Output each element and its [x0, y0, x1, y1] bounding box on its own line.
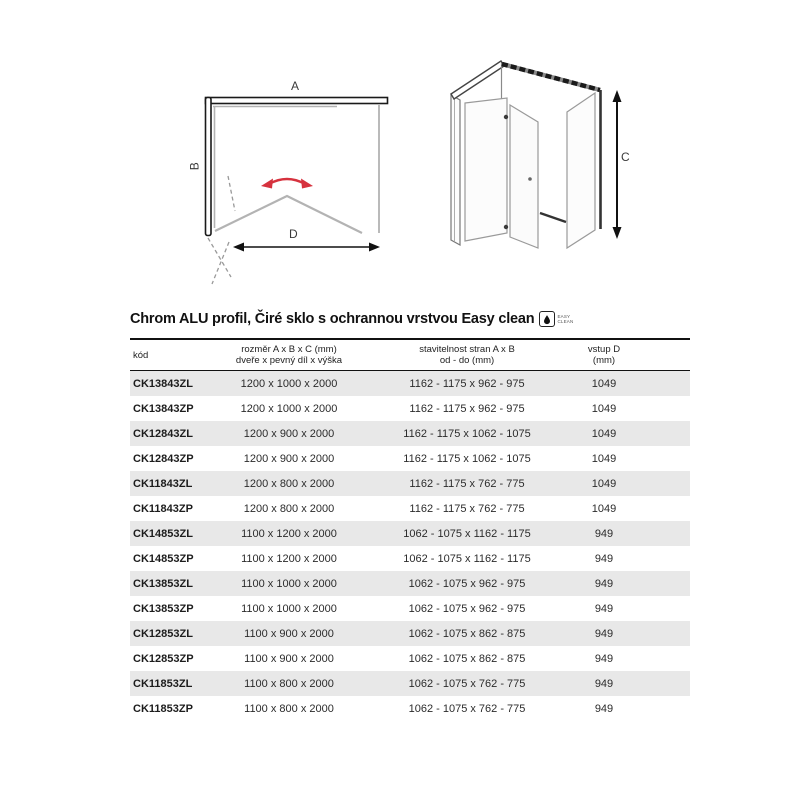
- dim-c-arrowhead-bottom: [613, 227, 622, 239]
- hinge-top: [504, 115, 508, 119]
- column-header: stavitelnost stran A x B od - do (mm): [368, 339, 566, 371]
- table-row: [130, 396, 690, 421]
- product-code: CK12853ZP: [133, 652, 194, 665]
- spec-value: 1162 - 1175 x 1062 - 1075: [403, 452, 531, 465]
- product-code: CK13843ZP: [133, 402, 194, 415]
- dim-arrowhead-right: [369, 243, 380, 252]
- spec-value: 1062 - 1075 x 1162 - 1175: [403, 552, 531, 565]
- spec-value: 1062 - 1075 x 862 - 875: [408, 627, 526, 640]
- spec-value: 1162 - 1175 x 762 - 775: [409, 477, 525, 490]
- table-row: [130, 521, 690, 546]
- product-code: CK12843ZL: [133, 427, 193, 440]
- spec-value: 949: [594, 527, 614, 540]
- table-row: [130, 421, 690, 446]
- table-row: [130, 446, 690, 471]
- spec-value: 1062 - 1075 x 962 - 975: [408, 577, 526, 590]
- side-panel: [451, 95, 460, 245]
- easy-clean-badge-text: EASY CLEAN: [557, 314, 574, 324]
- fixed-glass-panel: [465, 98, 507, 241]
- spec-value: 1200 x 800 x 2000: [243, 477, 335, 490]
- spec-value: 1162 - 1175 x 962 - 975: [409, 377, 525, 390]
- spec-value: 1062 - 1075 x 862 - 875: [408, 652, 526, 665]
- swing-direction-arrow: [269, 179, 305, 184]
- table-row: [130, 696, 690, 721]
- easy-clean-badge: [539, 311, 573, 327]
- product-code: CK11843ZL: [133, 477, 193, 490]
- isometric-view-diagram: [440, 50, 640, 260]
- door-swing-dashed: [228, 176, 235, 211]
- table-row: [130, 571, 690, 596]
- spec-value: 1200 x 1000 x 2000: [240, 402, 338, 415]
- table-row: [130, 671, 690, 696]
- spec-value: 1062 - 1075 x 962 - 975: [408, 602, 526, 615]
- product-code: CK11853ZP: [133, 702, 193, 715]
- water-drop-icon: [539, 311, 555, 327]
- spec-value: 949: [594, 577, 614, 590]
- top-rail-back-stripes: [502, 64, 600, 90]
- spec-value: 1162 - 1175 x 762 - 775: [409, 502, 525, 515]
- column-header: vstup D (mm): [566, 339, 690, 371]
- spec-value: 1162 - 1175 x 962 - 975: [409, 402, 525, 415]
- spec-value: 1100 x 1200 x 2000: [241, 552, 337, 565]
- product-code: CK11853ZL: [133, 677, 193, 690]
- door-swing-dashed: [212, 242, 229, 284]
- column-header: rozměr A x B x C (mm) dveře x pevný díl x výška: [210, 339, 368, 371]
- spec-value: 949: [594, 652, 614, 665]
- product-code: CK13853ZL: [133, 577, 193, 590]
- spec-value: 1200 x 800 x 2000: [243, 502, 335, 515]
- swing-arrowhead-left: [261, 179, 273, 189]
- product-code: CK12843ZP: [133, 452, 194, 465]
- product-code: CK13853ZP: [133, 602, 194, 615]
- table-row: [130, 546, 690, 571]
- table-row: [130, 371, 690, 397]
- table-row: [130, 471, 690, 496]
- table-row: [130, 596, 690, 621]
- bottom-rail: [540, 213, 566, 222]
- table-row: [130, 646, 690, 671]
- spec-value: 1049: [591, 427, 617, 440]
- section-header: [130, 311, 690, 327]
- table-row: [130, 621, 690, 646]
- spec-value: 1049: [591, 377, 617, 390]
- table-body: [130, 371, 690, 722]
- label-d: D: [289, 227, 299, 241]
- spec-value: 949: [594, 602, 614, 615]
- top-rail-left: [451, 61, 504, 99]
- top-view-diagram: [195, 80, 395, 290]
- product-code: CK14853ZP: [133, 552, 194, 565]
- spec-value: 1100 x 1000 x 2000: [241, 602, 337, 615]
- spec-value: 1200 x 1000 x 2000: [240, 377, 338, 390]
- spec-value: 1100 x 1200 x 2000: [241, 527, 337, 540]
- spec-value: 949: [594, 627, 614, 640]
- label-c: C: [621, 150, 631, 164]
- door-panel-open: [510, 105, 538, 248]
- hinge-bottom: [504, 225, 508, 229]
- spec-table: [130, 338, 690, 721]
- spec-value: 1200 x 900 x 2000: [243, 427, 335, 440]
- product-code: CK12853ZL: [133, 627, 193, 640]
- dim-arrowhead-left: [233, 243, 244, 252]
- column-header: kód: [130, 339, 210, 371]
- spec-value: 1049: [591, 477, 617, 490]
- page-title: Chrom ALU profil, Čiré sklo s ochrannou vrstvou Easy clean: [130, 311, 535, 327]
- spec-value: 1162 - 1175 x 1062 - 1075: [403, 427, 531, 440]
- spec-value: 1062 - 1075 x 1162 - 1175: [403, 527, 531, 540]
- spec-value: 1062 - 1075 x 762 - 775: [408, 702, 526, 715]
- wall-top: [206, 98, 388, 104]
- product-code: CK11843ZP: [133, 502, 193, 515]
- header-row: [130, 339, 690, 371]
- spec-value: 1049: [591, 402, 617, 415]
- spec-value: 1100 x 800 x 2000: [244, 702, 334, 715]
- swing-arrowhead-right: [301, 179, 313, 189]
- spec-value: 1100 x 1000 x 2000: [241, 577, 337, 590]
- table-row: [130, 496, 690, 521]
- spec-value: 1200 x 900 x 2000: [243, 452, 335, 465]
- spec-value: 949: [594, 677, 614, 690]
- spec-value: 1100 x 900 x 2000: [244, 627, 334, 640]
- door-knob: [528, 177, 532, 181]
- spec-value: 1100 x 900 x 2000: [244, 652, 334, 665]
- spec-value: 1049: [591, 452, 617, 465]
- dim-c-arrowhead-top: [613, 90, 622, 102]
- product-code: CK14853ZL: [133, 527, 193, 540]
- spec-value: 949: [594, 702, 614, 715]
- wall-left: [206, 98, 212, 236]
- right-glass-panel: [567, 93, 595, 248]
- spec-value: 1049: [591, 502, 617, 515]
- label-b: B: [187, 161, 202, 171]
- spec-value: 1062 - 1075 x 762 - 775: [408, 677, 526, 690]
- spec-value: 1100 x 800 x 2000: [244, 677, 334, 690]
- product-code: CK13843ZL: [133, 377, 193, 390]
- label-a: A: [291, 79, 300, 93]
- spec-value: 949: [594, 552, 614, 565]
